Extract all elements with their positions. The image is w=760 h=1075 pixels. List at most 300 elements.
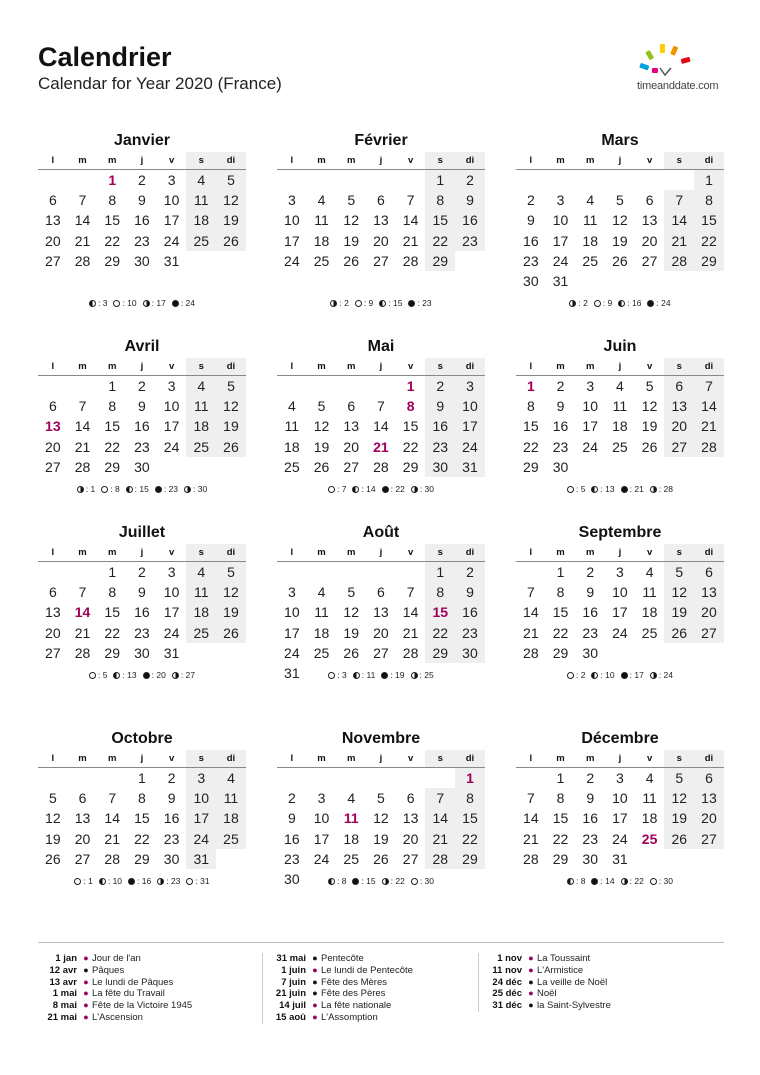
day-cell: 24 [284, 644, 300, 661]
moon-new-icon [621, 486, 628, 493]
day-cell: 19 [216, 210, 246, 230]
moon-phase [382, 876, 405, 886]
weekday-header [277, 152, 485, 170]
day-cell: 5 [616, 192, 624, 209]
day-cell: 20 [45, 624, 61, 641]
day-cell: 10 [284, 604, 300, 621]
day-cell: 16 [523, 232, 539, 249]
day-cell: 10 [284, 212, 300, 229]
moon-phase-date: : 17 [629, 670, 644, 680]
holiday-list [38, 942, 724, 1023]
day-cell: 19 [343, 232, 359, 249]
holiday-item [267, 965, 482, 977]
month-5 [277, 336, 485, 494]
weekday-label: s [186, 544, 216, 561]
moon-phase-date: : 20 [151, 670, 166, 680]
month-9 [516, 522, 724, 680]
public-holiday-dot-icon: ● [83, 953, 89, 963]
weekday-label: m [585, 155, 595, 166]
moon-phase-date: : 10 [600, 670, 615, 680]
day-cell: 30 [582, 644, 598, 661]
weekday-label: j [618, 753, 622, 764]
moon-phase-date: : 15 [134, 484, 149, 494]
holiday-date: 7 juin [281, 976, 306, 988]
day-cell: 26 [216, 623, 246, 643]
weekday-label: j [140, 547, 144, 558]
holiday-item [38, 977, 258, 989]
month-name: Novembre [341, 730, 421, 747]
month-12 [516, 728, 724, 886]
holiday-column [478, 953, 698, 1012]
empty-cell [97, 768, 127, 788]
holiday-name: Jour de l'an [92, 953, 141, 964]
moon-phase [567, 484, 585, 494]
moon-phase [591, 484, 614, 494]
weekday-label: v [168, 753, 175, 764]
holiday-name: L'Ascension [92, 1011, 143, 1023]
weekday-label: l [290, 753, 294, 764]
moon-phase [621, 670, 644, 680]
day-cell: 11 [314, 604, 329, 621]
day-cell: 16 [284, 830, 300, 847]
empty-cell [38, 562, 68, 582]
holiday-name: La veille de Noël [537, 976, 608, 988]
day-cell: 14 [402, 604, 419, 621]
day-cell: 9 [586, 790, 595, 807]
day-cell: 4 [586, 192, 595, 209]
holiday-date: 1 nov [497, 953, 522, 964]
day-cell: 23 [134, 624, 150, 641]
empty-cell [366, 768, 396, 788]
moon-phase [113, 670, 136, 680]
holiday-name: Pentecôte [321, 953, 364, 964]
day-cell: 4 [186, 170, 216, 190]
day-cell: 3 [556, 192, 565, 209]
moon-phase-date: : 11 [361, 670, 376, 680]
day-cell: 21 [74, 438, 91, 455]
day-cell: 7 [526, 790, 535, 807]
day-cell: 29 [694, 251, 724, 271]
holiday-day: 13 [45, 418, 61, 435]
day-cell: 21 [664, 231, 694, 251]
month-4 [38, 336, 246, 494]
weekday-label: j [379, 547, 383, 558]
day-cell: 3 [167, 172, 176, 188]
day-cell: 20 [74, 830, 91, 847]
holiday-name: Fête des Mères [321, 976, 387, 988]
day-cell: 9 [138, 398, 146, 415]
day-cell: 24 [284, 252, 300, 269]
day-cell: 24 [552, 252, 569, 269]
month-name: Juin [603, 338, 637, 355]
day-cell: 3 [317, 790, 326, 807]
day-cell: 26 [641, 438, 658, 455]
day-cell: 13 [373, 212, 389, 229]
public-holiday-dot-icon: ● [528, 953, 534, 963]
holiday-day: 8 [406, 398, 415, 415]
weekday-label: j [379, 361, 383, 372]
day-cell: 24 [163, 232, 180, 249]
day-cell: 3 [586, 378, 595, 394]
weekday-header [516, 750, 724, 768]
holiday-day: 11 [343, 810, 359, 827]
moon-full-icon [328, 672, 335, 679]
day-cell: 10 [313, 810, 330, 827]
holiday-item [483, 977, 698, 989]
day-cell: 6 [347, 398, 356, 415]
day-cell: 28 [104, 850, 120, 867]
moon-phase-date: : 28 [658, 484, 673, 494]
moon-phase-date: : 21 [629, 484, 644, 494]
day-cell: 17 [552, 232, 569, 249]
day-cell: 5 [377, 790, 385, 807]
moon-full-icon [650, 878, 657, 885]
month-name: Janvier [113, 132, 171, 149]
holiday-day: 1 [108, 172, 117, 188]
day-cell: 19 [216, 416, 246, 436]
empty-cell [366, 562, 396, 582]
day-cell: 22 [455, 829, 485, 849]
day-cell: 31 [186, 849, 216, 869]
day-cell: 31 [552, 272, 569, 289]
day-cell: 13 [343, 418, 359, 435]
empty-cell [68, 170, 98, 190]
day-cell: 5 [645, 378, 654, 394]
moon-full-icon [101, 486, 108, 493]
holiday-item [38, 1000, 258, 1012]
day-cell: 19 [664, 808, 694, 828]
weekday-header [277, 544, 485, 562]
weekday-label: m [107, 753, 117, 764]
day-cell: 17 [313, 830, 330, 847]
day-cell: 17 [455, 416, 485, 436]
month-name: Mars [601, 132, 639, 149]
day-cell: 19 [216, 602, 246, 622]
day-cell: 15 [552, 604, 569, 621]
day-cell: 21 [523, 624, 539, 641]
day-cell: 11 [314, 212, 329, 229]
moon-phases [38, 484, 246, 494]
day-cell: 6 [694, 562, 724, 582]
moon-phase-date: : 7 [336, 484, 347, 494]
day-cell: 16 [134, 604, 150, 621]
day-cell: 22 [552, 624, 569, 641]
moon-fq-icon [157, 878, 164, 885]
day-cell: 10 [186, 788, 216, 808]
day-cell: 25 [313, 644, 330, 661]
moon-phase [186, 876, 209, 886]
day-cell: 29 [455, 849, 485, 869]
moon-phase-date: : 10 [107, 876, 123, 886]
moon-phase [591, 670, 614, 680]
day-cell: 9 [455, 190, 485, 210]
weekday-header [38, 544, 246, 562]
day-cell: 29 [425, 251, 455, 271]
weekday-label: j [379, 155, 383, 166]
public-holiday-dot-icon: ● [83, 1011, 89, 1022]
day-cell: 17 [612, 604, 628, 621]
day-cell: 16 [552, 418, 569, 435]
moon-lq-icon [353, 672, 360, 679]
moon-phase [650, 484, 673, 494]
moon-phase-date: : 1 [85, 484, 96, 494]
day-cell: 8 [108, 398, 117, 415]
holiday-item [38, 1012, 258, 1024]
day-cell: 26 [373, 850, 389, 867]
day-cell: 1 [108, 378, 117, 394]
day-cell: 29 [402, 458, 419, 475]
moon-fq-icon [621, 878, 628, 885]
day-cell: 24 [163, 624, 180, 641]
day-cell: 23 [134, 232, 150, 249]
moon-phase-date: : 23 [163, 484, 179, 494]
day-cell: 27 [45, 644, 61, 661]
moon-fq-icon [569, 300, 576, 307]
weekday-label: v [646, 361, 653, 372]
day-cell: 26 [313, 458, 330, 475]
weekday-label: v [407, 547, 414, 558]
moon-phase [126, 484, 149, 494]
day-cell: 30 [163, 850, 180, 867]
day-cell: 28 [74, 458, 91, 475]
holiday-name: Fête de la Victoire 1945 [92, 1000, 193, 1012]
public-holiday-dot-icon: ● [83, 1000, 89, 1011]
day-cell: 27 [343, 458, 359, 475]
day-cell: 16 [582, 604, 598, 621]
holiday-date: 31 déc [492, 1000, 522, 1012]
weekday-label: m [317, 361, 326, 372]
day-cell: 25 [216, 829, 246, 849]
day-cell: 15 [523, 418, 539, 435]
day-cell: 8 [526, 398, 535, 415]
day-cell: 14 [104, 810, 120, 827]
day-cell: 31 [284, 664, 300, 681]
day-cell: 2 [138, 564, 146, 580]
day-cell: 30 [523, 272, 539, 289]
day-cell: 15 [402, 418, 419, 435]
day-cell: 8 [425, 582, 455, 602]
holiday-day: 14 [74, 604, 91, 621]
moon-phase [650, 670, 673, 680]
month-8 [277, 522, 485, 683]
moon-phase-date: : 24 [656, 298, 671, 308]
month-2 [277, 130, 485, 308]
day-cell: 10 [612, 790, 628, 807]
day-cell: 6 [664, 376, 694, 396]
day-cell: 10 [582, 398, 598, 415]
observance-dot-icon: ● [312, 976, 318, 987]
day-cell: 29 [552, 644, 569, 661]
empty-cell [38, 768, 68, 788]
weekday-label: di [455, 152, 485, 169]
observance-dot-icon: ● [528, 1000, 534, 1011]
day-cell: 19 [45, 830, 61, 847]
day-cell: 13 [402, 810, 419, 827]
moon-full-icon [594, 300, 601, 307]
moon-phases [277, 298, 485, 308]
day-cell: 22 [425, 231, 455, 251]
weekday-label: m [107, 155, 117, 166]
day-cell: 11 [216, 788, 246, 808]
day-cell: 27 [664, 437, 694, 457]
holiday-date: 8 mai [52, 1000, 77, 1012]
day-cell: 2 [287, 790, 296, 807]
day-cell: 26 [612, 252, 628, 269]
holiday-item [267, 977, 482, 989]
day-cell: 12 [216, 396, 246, 416]
day-cell: 23 [523, 252, 539, 269]
day-cell: 22 [523, 438, 539, 455]
day-cell: 27 [694, 623, 724, 643]
day-cell: 2 [167, 770, 176, 786]
holiday-name: La Toussaint [537, 953, 591, 964]
day-cell: 27 [373, 252, 389, 269]
day-cell: 3 [287, 584, 296, 601]
day-cell: 30 [134, 644, 150, 661]
holiday-date: 1 juin [281, 964, 306, 976]
day-cell: 20 [664, 416, 694, 436]
empty-cell [605, 170, 635, 190]
moon-phase [411, 670, 434, 680]
weekday-label: m [346, 361, 356, 372]
holiday-day: 1 [455, 768, 485, 788]
day-cell: 14 [74, 212, 91, 229]
day-cell: 12 [343, 604, 359, 621]
day-cell: 14 [373, 418, 389, 435]
weekday-label: v [646, 753, 653, 764]
day-cell: 18 [284, 438, 300, 455]
day-cell: 6 [694, 768, 724, 788]
day-cell: 5 [317, 398, 326, 415]
moon-phase [143, 670, 166, 680]
day-cell: 2 [586, 770, 595, 786]
day-cell: 7 [406, 192, 415, 209]
moon-phase-date: : 3 [337, 670, 347, 680]
day-cell: 22 [134, 830, 150, 847]
empty-cell [68, 768, 98, 788]
day-cell: 2 [138, 172, 146, 188]
day-cell: 7 [78, 584, 87, 601]
weekday-label: v [407, 753, 414, 764]
moon-phase [101, 484, 119, 494]
day-grid [38, 562, 246, 663]
day-cell: 11 [284, 418, 300, 435]
day-cell: 20 [402, 830, 419, 847]
day-cell: 17 [284, 624, 300, 641]
day-cell: 18 [313, 624, 330, 641]
day-cell: 6 [48, 584, 57, 601]
moon-full-icon [567, 486, 574, 493]
holiday-item [483, 1000, 698, 1012]
holiday-date: 24 déc [492, 976, 522, 988]
weekday-label: s [425, 544, 455, 561]
moon-phases [277, 484, 485, 494]
moon-fq-icon [330, 300, 337, 307]
day-cell: 7 [108, 790, 117, 807]
day-cell: 2 [526, 192, 535, 209]
day-cell: 6 [406, 790, 415, 807]
day-cell: 19 [343, 624, 359, 641]
day-cell: 14 [523, 810, 539, 827]
moon-phase [381, 670, 404, 680]
day-cell: 11 [612, 398, 628, 415]
day-cell: 9 [586, 584, 595, 601]
holiday-date: 21 mai [47, 1011, 77, 1023]
day-cell: 12 [612, 212, 628, 229]
public-holiday-dot-icon: ● [528, 988, 534, 999]
day-cell: 13 [45, 604, 61, 621]
day-cell: 5 [347, 584, 356, 601]
day-cell: 1 [694, 170, 724, 190]
month-name: Juillet [118, 524, 166, 541]
moon-lq-icon [591, 672, 598, 679]
day-cell: 15 [134, 810, 150, 827]
moon-new-icon [352, 878, 359, 885]
holiday-item [483, 953, 698, 965]
day-cell: 28 [402, 252, 419, 269]
day-cell: 4 [645, 564, 654, 580]
day-cell: 17 [163, 604, 180, 621]
month-7 [38, 522, 246, 680]
weekday-label: m [346, 547, 356, 558]
moon-phase-date: : 22 [629, 876, 644, 886]
moon-full-icon [328, 486, 335, 493]
day-cell: 7 [425, 788, 455, 808]
day-cell: 16 [134, 418, 150, 435]
moon-phase [172, 670, 195, 680]
moon-phase [89, 298, 107, 308]
moon-phases [38, 876, 246, 886]
day-cell: 4 [287, 398, 296, 415]
moon-phase-date: : 2 [578, 298, 588, 308]
day-cell: 18 [641, 604, 658, 621]
weekday-label: di [216, 152, 246, 169]
day-cell: 1 [138, 770, 146, 786]
moon-new-icon [143, 672, 150, 679]
moon-phase-date: : 17 [151, 298, 166, 308]
day-cell: 6 [48, 192, 57, 209]
day-cell: 28 [664, 251, 694, 271]
month-1 [38, 130, 246, 308]
weekday-label: j [618, 155, 622, 166]
day-cell: 4 [186, 562, 216, 582]
moon-phase [352, 484, 375, 494]
holiday-name: La fête nationale [321, 1000, 392, 1012]
moon-lq-icon [352, 486, 359, 493]
moon-new-icon [621, 672, 628, 679]
day-cell: 6 [377, 192, 385, 209]
weekday-label: m [78, 753, 87, 764]
empty-cell [516, 768, 546, 788]
moon-phases [38, 670, 246, 680]
day-grid [277, 768, 485, 889]
month-name: Avril [124, 338, 160, 355]
observance-dot-icon: ● [312, 988, 318, 999]
day-cell: 15 [104, 212, 120, 229]
day-cell: 30 [284, 870, 300, 887]
empty-cell [307, 170, 337, 190]
empty-cell [396, 768, 426, 788]
moon-phases [516, 876, 724, 886]
moon-full-icon [89, 672, 96, 679]
moon-phase [77, 484, 95, 494]
day-cell: 11 [186, 190, 216, 210]
day-cell: 20 [373, 624, 389, 641]
weekday-label: v [168, 361, 175, 372]
weekday-label: l [290, 155, 294, 166]
day-cell: 11 [186, 396, 216, 416]
timeanddate-logo[interactable] [632, 42, 727, 94]
